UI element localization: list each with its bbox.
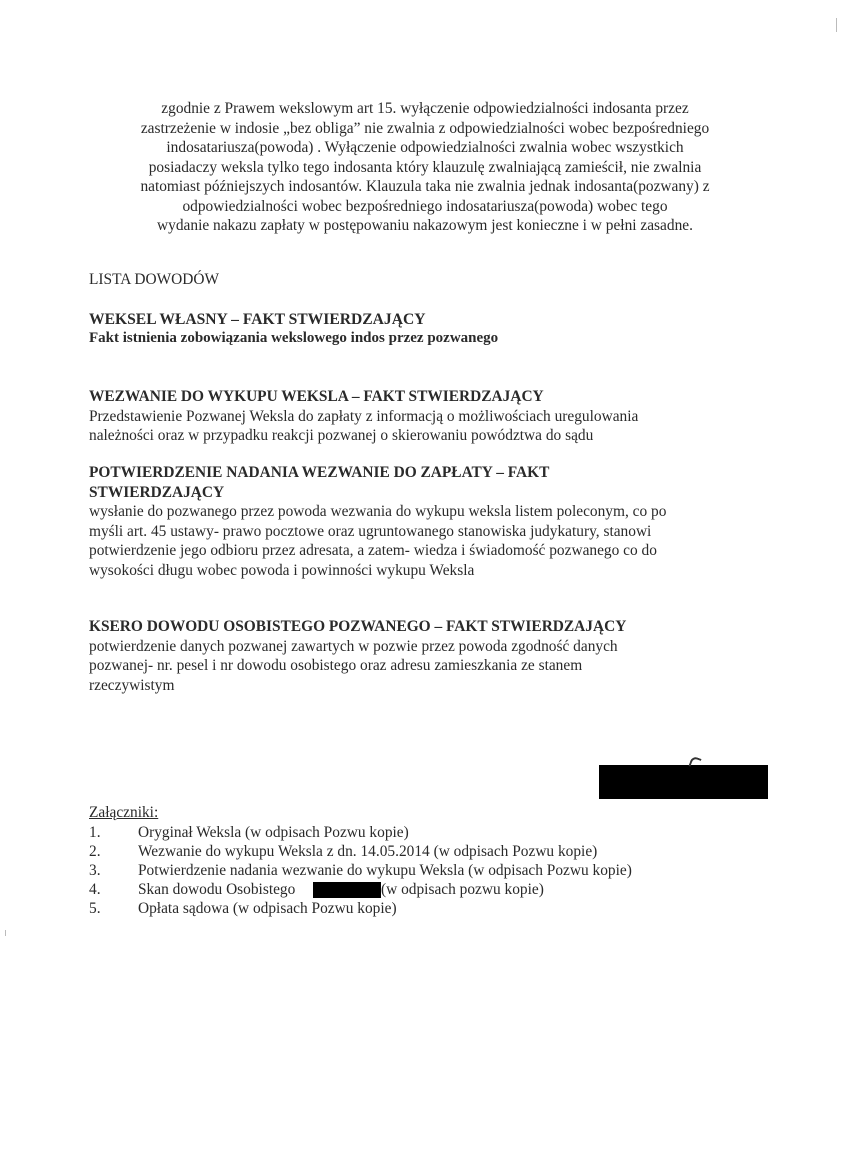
evidence-body-line: należności oraz w przypadku reakcji pozwanej o skierowaniu powództwa do sądu [89,427,594,444]
evidence-item [89,463,789,580]
attachment-number: 1. [89,824,101,841]
evidence-list-title: LISTA DOWODÓW [89,271,219,288]
signature-redaction [599,765,768,799]
evidence-body-line: wysłanie do pozwanego przez powoda wezwania do wykupu weksla listem poleconym, co po [89,503,667,520]
attachment-text: Potwierdzenie nadania wezwanie do wykupu Weksla (w odpisach Pozwu kopie) [138,862,632,879]
attachment-number: 5. [89,900,101,917]
evidence-heading: WEZWANIE DO WYKUPU WEKSLA – FAKT STWIERDZAJĄCY [89,388,544,405]
evidence-body-line: wysokości długu wobec powoda i powinności wykupu Weksla [89,561,475,579]
attachment-text: Skan dowodu Osobistego [138,881,296,898]
intro-line: odpowiedzialności wobec bezpośredniego indosatariusza(powoda) wobec tego [182,197,668,215]
intro-line: indosatariusza(powoda) . Wyłączenie odpowiedzialności zwalnia wobec wszystkich [166,139,684,156]
attachment-number: 2. [89,843,101,860]
evidence-heading: STWIERDZAJĄCY [89,483,225,501]
intro-line: posiadaczy weksla tylko tego indosanta który klauzulę zwalniającą zamieścił, nie zwalnia [148,158,702,176]
intro-line: wydanie nakazu zapłaty w postępowaniu nakazowym jest konieczne i w pełni zasadne. [157,217,693,234]
evidence-item [89,387,789,446]
attachment-text: Oryginał Weksla (w odpisach Pozwu kopie) [138,824,409,841]
evidence-heading: KSERO DOWODU OSOBISTEGO POZWANEGO – FAKT STWIERDZAJĄCY [89,618,627,635]
attachment-number: 3. [89,862,101,879]
evidence-item [89,617,789,695]
intro-line: natomiast późniejszych indosantów. Klauzula taka nie zwalnia jednak indosanta(pozwany) z [140,178,710,195]
intro-line: zgodnie z Prawem wekslowym art 15. wyłączenie odpowiedzialności indosanta przez [161,100,689,117]
evidence-heading: POTWIERDZENIE NADANIA WEZWANIE DO ZAPŁATY – FAKT [89,464,550,481]
evidence-item [89,311,789,348]
evidence-heading: WEKSEL WŁASNY – FAKT STWIERDZAJĄCY [89,311,426,328]
evidence-subheading: Fakt istnienia zobowiązania wekslowego indos przez pozwanego [89,329,499,346]
evidence-body-line: Przedstawienie Pozwanej Weksla do zapłaty z informacją o możliwościach uregulowania [89,407,639,425]
id-number-redaction [313,882,381,898]
attachment-number: 4. [89,881,101,898]
attachment-text: Wezwanie do wykupu Weksla z dn. 14.05.2014 (w odpisach Pozwu kopie) [138,843,598,860]
evidence-body-line: rzeczywistym [89,676,175,694]
attachment-text: Opłata sądowa (w odpisach Pozwu kopie) [138,900,397,917]
scan-speck [5,930,6,936]
evidence-body-line: potwierdzenie danych pozwanej zawartych w pozwie przez powoda zgodność danych [89,637,618,655]
intro-line: zastrzeżenie w indosie „bez obliga” nie zwalnia z odpowiedzialności wobec bezpośredniego [140,119,710,137]
evidence-body-line: pozwanej- nr. pesel i nr dowodu osobistego oraz adresu zamieszkania ze stanem [89,657,583,674]
evidence-body-line: myśli art. 45 ustawy- prawo pocztowe oraz ugruntowanego stanowiska judykatury, stanowi [89,522,652,540]
attachments-title: Załączniki: [89,804,159,821]
evidence-body-line: potwierdzenie jego odbioru przez adresata, a zatem- wiedza i świadomość pozwanego co do [89,542,657,559]
intro-paragraph [60,99,790,236]
scan-speck [836,18,837,32]
attachment-text-suffix: (w odpisach pozwu kopie) [381,881,544,898]
